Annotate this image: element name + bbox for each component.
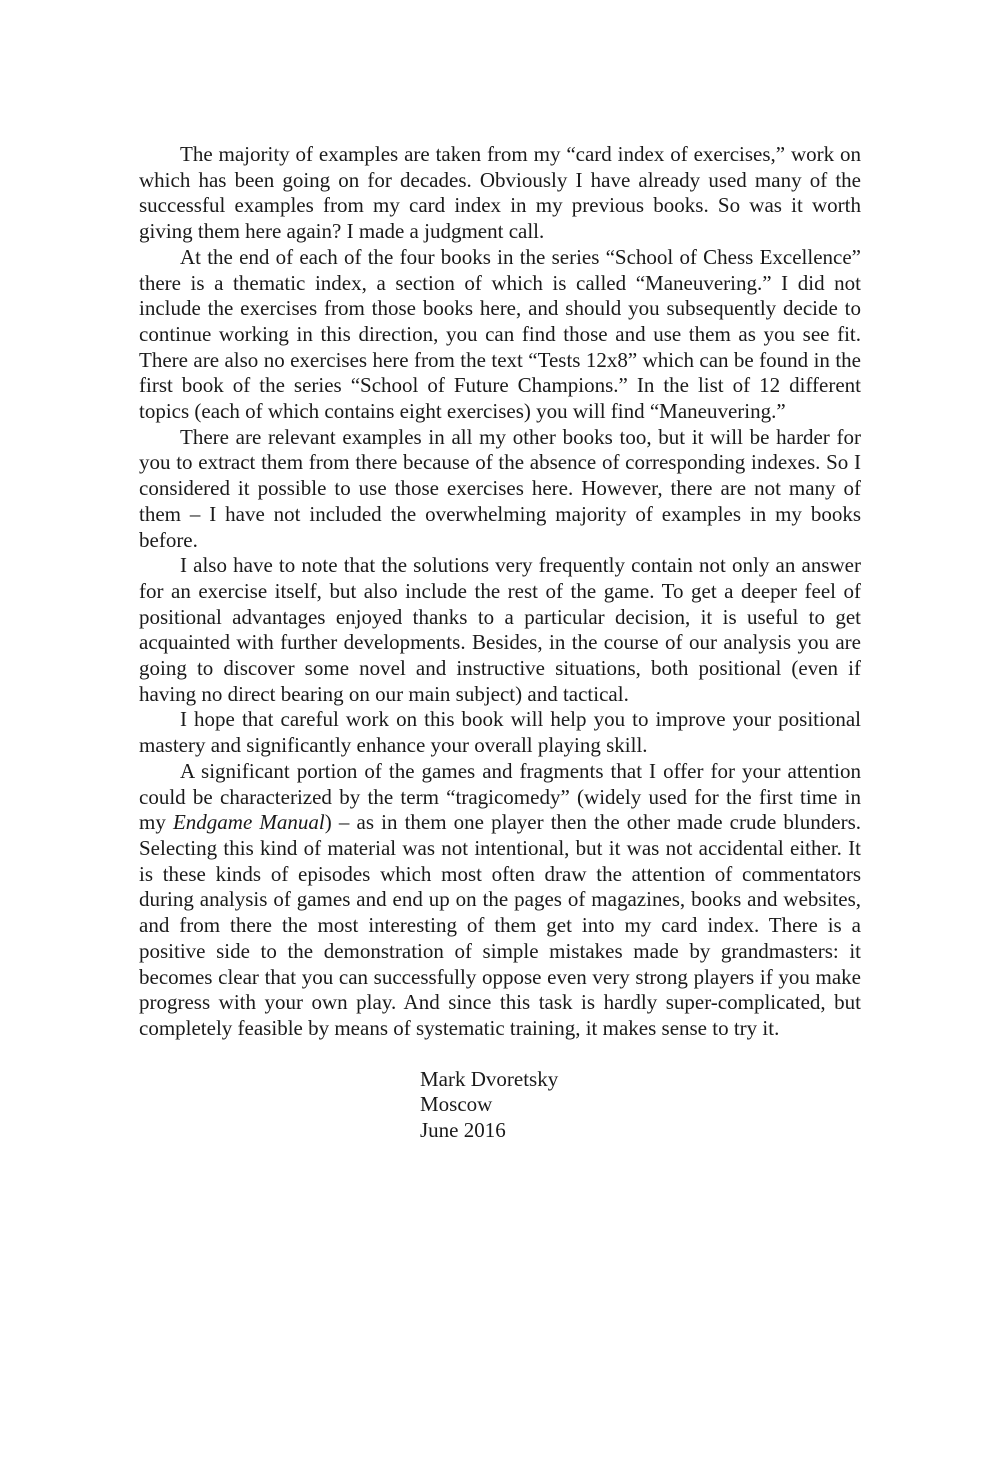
paragraph-6-start: A significant portion of the games and fragments that I offer for your attention could be characterized by the term “tragicomedy” (widely used for the first time in my: [139, 758, 861, 835]
page-body: [139, 142, 861, 1144]
paragraph-6-end: ) – as in them one player then the other made crude blunders. Selecting this kind of material was not intentional, but it was not accidental either. It is these kinds of episodes which most often draw the attention of commentators during analysis of games and end up on the pages of magazines, books and websites, and from there the most interesting of them get into my card index. There is a positive side to the demonstration of simple mistakes made by grandmasters: it becomes clear that you can successfully oppose even very strong players if you make progress with your own play. And since this task is hardly super-complicated, but completely feasible by means of systematic training, it makes sense to try it.: [139, 810, 861, 1040]
signature-author: Mark Dvoretsky: [420, 1066, 559, 1091]
book-title-italic: Endgame Manual: [172, 810, 325, 835]
paragraph-5: I hope that careful work on this book will help you to improve your positional mastery and significantly enhance your overall playing skill.: [139, 707, 861, 758]
paragraph-1: The majority of examples are taken from my “card index of exercises,” work on which has been going on for decades. Obviously I have already used many of the successful examples from my card index in my previous books. So was it worth giving them here again? I made a judgment call.: [139, 142, 861, 244]
signature-block: [420, 1067, 861, 1144]
signature-place: Moscow: [420, 1092, 493, 1117]
paragraph-2: At the end of each of the four books in the series “School of Chess Excellence” there is a thematic index, a section of which is called “Maneuvering.” I did not include the exercises from those books here, and should you subsequently decide to continue working in this direction, you can find those and use them as you see fit. There are also no exercises here from the text “Tests 12x8” which can be found in the first book of the series “School of Future Champions.” In the list of 12 different topics (each of which contains eight exercises) you will find “Maneuvering.”: [139, 244, 861, 424]
paragraph-4: I also have to note that the solutions very frequently contain not only an answer for an exercise itself, but also include the rest of the game. To get a deeper feel of positional advantages enjoyed thanks to a particular decision, it is useful to get acquainted with further developments. Besides, in the course of our analysis you are going to discover some novel and instructive situations, both positional (even if having no direct bearing on our main subject) and tactical.: [139, 553, 861, 706]
signature-date: June 2016: [420, 1118, 506, 1143]
paragraph-3: There are relevant examples in all my other books too, but it will be harder for you to extract them from there because of the absence of corresponding indexes. So I considered it possible to use those exercises here. However, there are not many of them – I have not included the overwhelming majority of examples in my books before.: [139, 424, 861, 552]
paragraph-6: [139, 759, 861, 1042]
